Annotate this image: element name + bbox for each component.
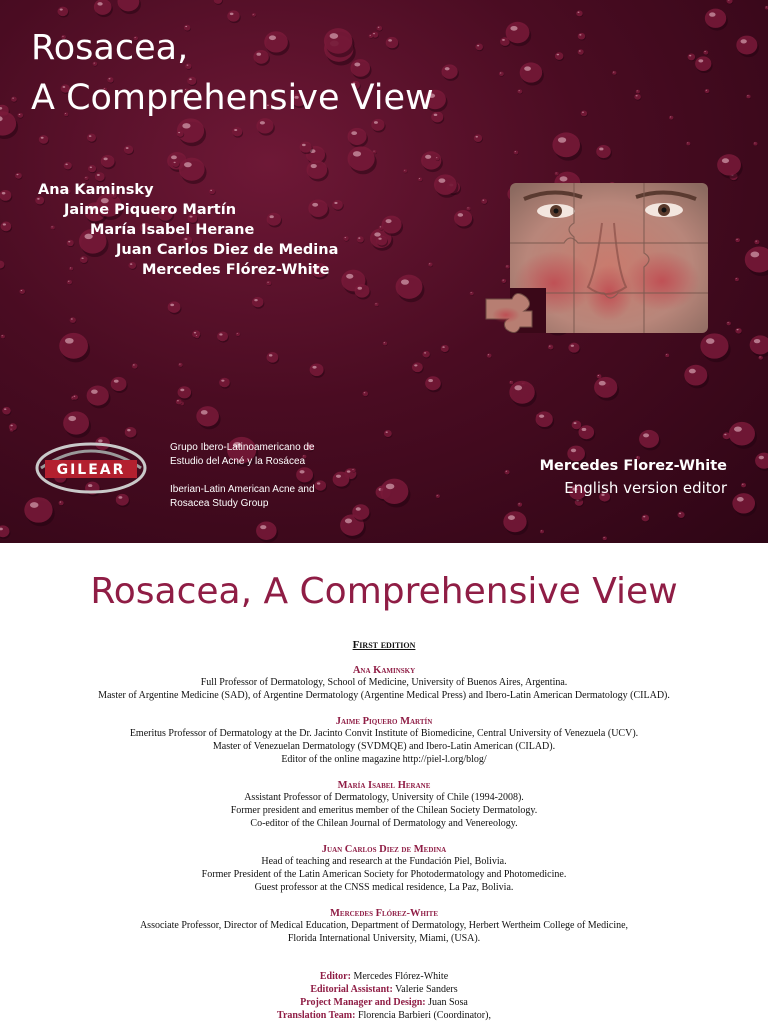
- water-drop: [296, 467, 314, 484]
- water-drop: [59, 501, 64, 506]
- water-drop: [636, 90, 640, 94]
- water-drop: [578, 33, 586, 41]
- credit-label: Editor:: [319, 971, 351, 982]
- cover-author: Mercedes Flórez-White: [142, 262, 330, 278]
- author-name: Ana Kaminsky: [352, 665, 416, 676]
- face-puzzle-image: [484, 183, 712, 345]
- water-drop: [18, 113, 24, 119]
- cover-editor-name: Mercedes Florez-White: [539, 458, 727, 474]
- water-drop: [332, 200, 344, 211]
- water-drop: [128, 262, 136, 270]
- water-drop: [15, 173, 22, 180]
- water-drop: [217, 331, 229, 342]
- gilear-logo-text: GILEAR: [56, 462, 126, 478]
- water-drop: [69, 267, 73, 271]
- water-drop: [634, 94, 641, 101]
- author-name: Jaime Piquero Martín: [335, 716, 433, 727]
- title-page: [0, 543, 768, 1024]
- group-name-english-line2: Rosacea Study Group: [170, 498, 269, 509]
- water-drop: [196, 406, 220, 429]
- water-drop: [84, 176, 88, 180]
- water-drop: [87, 134, 97, 143]
- credit-value: Florencia Barbieri (Coordinator),: [357, 1010, 491, 1021]
- credit-value: Juan Sosa: [428, 997, 468, 1008]
- water-drop: [67, 280, 72, 285]
- author-bio-line: Head of teaching and research at the Fundación Piel, Bolivia.: [261, 856, 507, 867]
- water-drop: [176, 399, 182, 405]
- author-bio-line: Guest professor at the CNSS medical residence, La Paz, Bolivia.: [254, 881, 514, 893]
- water-drop: [695, 56, 712, 73]
- water-drop: [0, 190, 12, 202]
- water-drop: [380, 479, 410, 508]
- water-drop: [474, 134, 483, 143]
- author-name: Juan Carlos Diez de Medina: [321, 844, 447, 855]
- gilear-logo: [35, 440, 147, 496]
- water-drop: [371, 119, 385, 133]
- water-drop: [377, 26, 383, 32]
- credit-line: [0, 997, 768, 1010]
- water-drop: [70, 317, 77, 323]
- water-drop: [357, 236, 365, 243]
- water-drop: [548, 345, 554, 351]
- cover-author: María Isabel Herane: [90, 222, 255, 238]
- water-drop: [741, 483, 746, 488]
- author-bio-line: Master of Venezuelan Dermatology (SVDMQE) and Ibero-Latin American (CILAD).: [212, 740, 556, 752]
- credit-value: Valerie Sanders: [395, 984, 458, 995]
- water-drop: [350, 59, 371, 79]
- water-drop: [434, 174, 458, 197]
- credit-line: [0, 971, 768, 984]
- water-drop: [555, 172, 559, 176]
- water-drop: [236, 332, 240, 336]
- water-drop: [363, 391, 369, 397]
- water-drop: [88, 165, 97, 173]
- water-drop: [179, 158, 207, 184]
- water-drop: [94, 0, 113, 17]
- author-bio-line: Associate Professor, Director of Medical Education, Department of Dermatology, Herbert Wertheim College of Medicine,: [139, 920, 629, 931]
- water-drop: [612, 71, 617, 75]
- water-drop: [669, 116, 674, 120]
- author-bio: [0, 715, 768, 766]
- water-drop: [39, 135, 49, 145]
- author-bio-line: Florida International University, Miami, (USA).: [287, 932, 481, 944]
- water-drop: [425, 376, 442, 392]
- water-drop: [735, 278, 739, 282]
- water-drop: [684, 365, 709, 389]
- water-drop: [470, 292, 474, 296]
- water-drop: [594, 377, 619, 401]
- water-drop: [518, 503, 523, 508]
- water-drop: [178, 363, 183, 368]
- water-drop: [520, 62, 544, 85]
- water-drop: [0, 111, 18, 139]
- water-drop: [428, 263, 433, 268]
- water-drop: [540, 530, 544, 534]
- water-drop: [1, 335, 5, 339]
- water-drop: [24, 497, 54, 526]
- water-drop: [509, 381, 536, 407]
- author-bio-line: Former President of the Latin American Society for Photodermatology and Photomedicine.: [201, 868, 567, 880]
- author-bio: [0, 664, 768, 703]
- water-drop: [396, 275, 425, 303]
- water-drop: [642, 515, 650, 523]
- water-drop: [101, 155, 116, 169]
- water-drop: [132, 363, 138, 369]
- water-drop: [67, 240, 75, 247]
- water-drop: [63, 411, 91, 438]
- author-bio-line: Emeritus Professor of Dermatology at the Dr. Jacinto Convit Institute of Biomedicine, Central University of Venezuela (UCV).: [129, 728, 639, 739]
- water-drop: [441, 345, 450, 353]
- author-name: Mercedes Flórez-White: [329, 908, 439, 919]
- water-drop: [264, 31, 289, 55]
- water-drop: [421, 151, 443, 172]
- water-drop: [403, 169, 407, 173]
- water-drop: [59, 333, 90, 362]
- author-name: María Isabel Herane: [337, 780, 431, 791]
- water-drop: [555, 52, 564, 61]
- cover-author: Jaime Piquero Martín: [64, 202, 237, 218]
- water-drop: [19, 289, 25, 295]
- water-drop: [579, 425, 596, 441]
- credit-line: [0, 984, 768, 997]
- water-drop: [517, 89, 522, 94]
- water-drop: [746, 95, 751, 99]
- water-drop: [732, 493, 756, 516]
- water-drop: [355, 284, 371, 299]
- edition-label: First edition: [352, 639, 416, 651]
- water-drop: [441, 64, 458, 81]
- author-bio-line: Editor of the online magazine http://piel-l.org/blog/: [281, 753, 487, 765]
- water-drop: [209, 189, 216, 195]
- cover-title-line2: A Comprehensive View: [31, 78, 434, 118]
- credit-label: Editorial Assistant:: [310, 984, 393, 995]
- water-drop: [467, 207, 471, 211]
- water-drop: [729, 422, 757, 449]
- water-drop: [267, 352, 280, 364]
- water-drop: [124, 145, 134, 155]
- water-drop: [705, 89, 710, 94]
- water-drop: [386, 37, 399, 50]
- water-drop: [227, 10, 240, 23]
- water-drop: [307, 160, 329, 181]
- water-drop: [384, 430, 392, 438]
- water-drop: [755, 453, 768, 471]
- water-drop: [736, 36, 759, 58]
- water-drop: [11, 97, 17, 103]
- water-drop: [0, 525, 10, 538]
- water-drop: [383, 342, 388, 346]
- water-drop: [727, 321, 732, 325]
- water-drop: [454, 210, 474, 229]
- author-bio: [0, 907, 768, 946]
- water-drop: [412, 362, 424, 373]
- water-drop: [232, 127, 243, 137]
- water-drop: [315, 480, 327, 492]
- water-drop: [111, 377, 128, 393]
- cover-author: Juan Carlos Diez de Medina: [116, 242, 339, 258]
- water-drop: [1, 222, 13, 233]
- water-drop: [745, 247, 768, 277]
- water-drop: [64, 162, 73, 170]
- page-title: Rosacea, A Comprehensive View: [90, 571, 678, 612]
- group-name-spanish-line2: Estudio del Acné y la Rosácea: [170, 456, 306, 467]
- water-drop: [375, 303, 380, 307]
- water-drop: [80, 256, 88, 264]
- water-drop: [639, 430, 661, 451]
- water-drop: [95, 172, 106, 182]
- water-drop: [727, 0, 734, 4]
- water-drop: [753, 142, 757, 146]
- water-drop: [58, 7, 69, 18]
- credit-value: Mercedes Flórez-White: [353, 971, 449, 982]
- water-drop: [51, 226, 56, 230]
- water-drop: [705, 9, 728, 31]
- water-drop: [754, 240, 759, 245]
- water-drop: [665, 354, 669, 358]
- author-bio-line: Master of Argentine Medicine (SAD), of Argentine Dermatology (Argentine Medical Press) and Ibero-Latin American Dermatology (CILAD).: [98, 689, 670, 701]
- credit-label: Translation Team:: [277, 1010, 356, 1021]
- water-drop: [423, 351, 431, 358]
- water-drop: [475, 44, 483, 52]
- water-drop: [256, 521, 278, 542]
- water-drop: [499, 72, 504, 77]
- water-drop: [343, 236, 349, 242]
- author-bio-line: Former president and emeritus member of the Chilean Society Dermatology.: [230, 804, 538, 816]
- author-bio: [0, 779, 768, 830]
- water-drop: [678, 512, 686, 519]
- water-drop: [267, 213, 282, 228]
- water-drop: [168, 301, 182, 314]
- water-drop: [578, 49, 585, 55]
- water-drop: [300, 142, 313, 154]
- water-drop: [487, 353, 492, 358]
- water-drop: [117, 0, 140, 14]
- water-drop: [219, 378, 230, 389]
- water-drop: [552, 132, 582, 160]
- water-drop: [0, 261, 5, 270]
- group-name-spanish-line1: Grupo Ibero-Latinoamericano de: [170, 442, 315, 453]
- cover-author: Ana Kaminsky: [38, 182, 154, 198]
- author-bio-line: Assistant Professor of Dermatology, University of Chile (1994-2008).: [244, 792, 524, 803]
- water-drop: [596, 145, 612, 160]
- author-bio-line: Co-editor of the Chilean Journal of Dermatology and Venereology.: [250, 817, 518, 829]
- cover-editor-role: English version editor: [564, 479, 727, 497]
- water-drop: [253, 50, 270, 66]
- credit-line: [0, 1010, 768, 1023]
- water-drop: [256, 118, 274, 136]
- credit-label: Project Manager and Design:: [300, 997, 426, 1008]
- water-drop: [347, 146, 376, 174]
- author-bio-line: Full Professor of Dermatology, School of Medicine, University of Buenos Aires, Argentina.: [200, 677, 568, 688]
- water-drop: [514, 150, 519, 155]
- group-name-english-line1: Iberian-Latin American Acne and: [170, 484, 315, 495]
- water-drop: [576, 11, 583, 18]
- water-drop: [505, 470, 510, 475]
- water-drop: [266, 281, 271, 286]
- water-drop: [418, 177, 423, 182]
- water-drop: [87, 386, 111, 409]
- water-drop: [717, 154, 743, 178]
- author-bio: [0, 843, 768, 894]
- water-drop: [703, 50, 708, 55]
- water-drop: [436, 494, 440, 498]
- water-drop: [214, 0, 223, 5]
- water-drop: [603, 536, 608, 540]
- water-drop: [581, 110, 588, 117]
- water-drop: [125, 427, 138, 439]
- water-drop: [750, 335, 768, 357]
- water-drop: [308, 199, 329, 219]
- water-drop: [310, 363, 325, 377]
- water-drop: [178, 386, 193, 400]
- water-drop: [503, 511, 528, 535]
- water-drop: [347, 128, 368, 148]
- water-drop: [688, 54, 696, 62]
- water-drop: [252, 13, 256, 17]
- water-drop: [735, 328, 742, 334]
- water-drop: [2, 407, 11, 416]
- cover-title-line1: Rosacea,: [31, 28, 189, 68]
- water-drop: [536, 411, 555, 429]
- water-drop: [686, 142, 690, 146]
- water-drop: [252, 297, 264, 309]
- water-drop: [735, 238, 740, 243]
